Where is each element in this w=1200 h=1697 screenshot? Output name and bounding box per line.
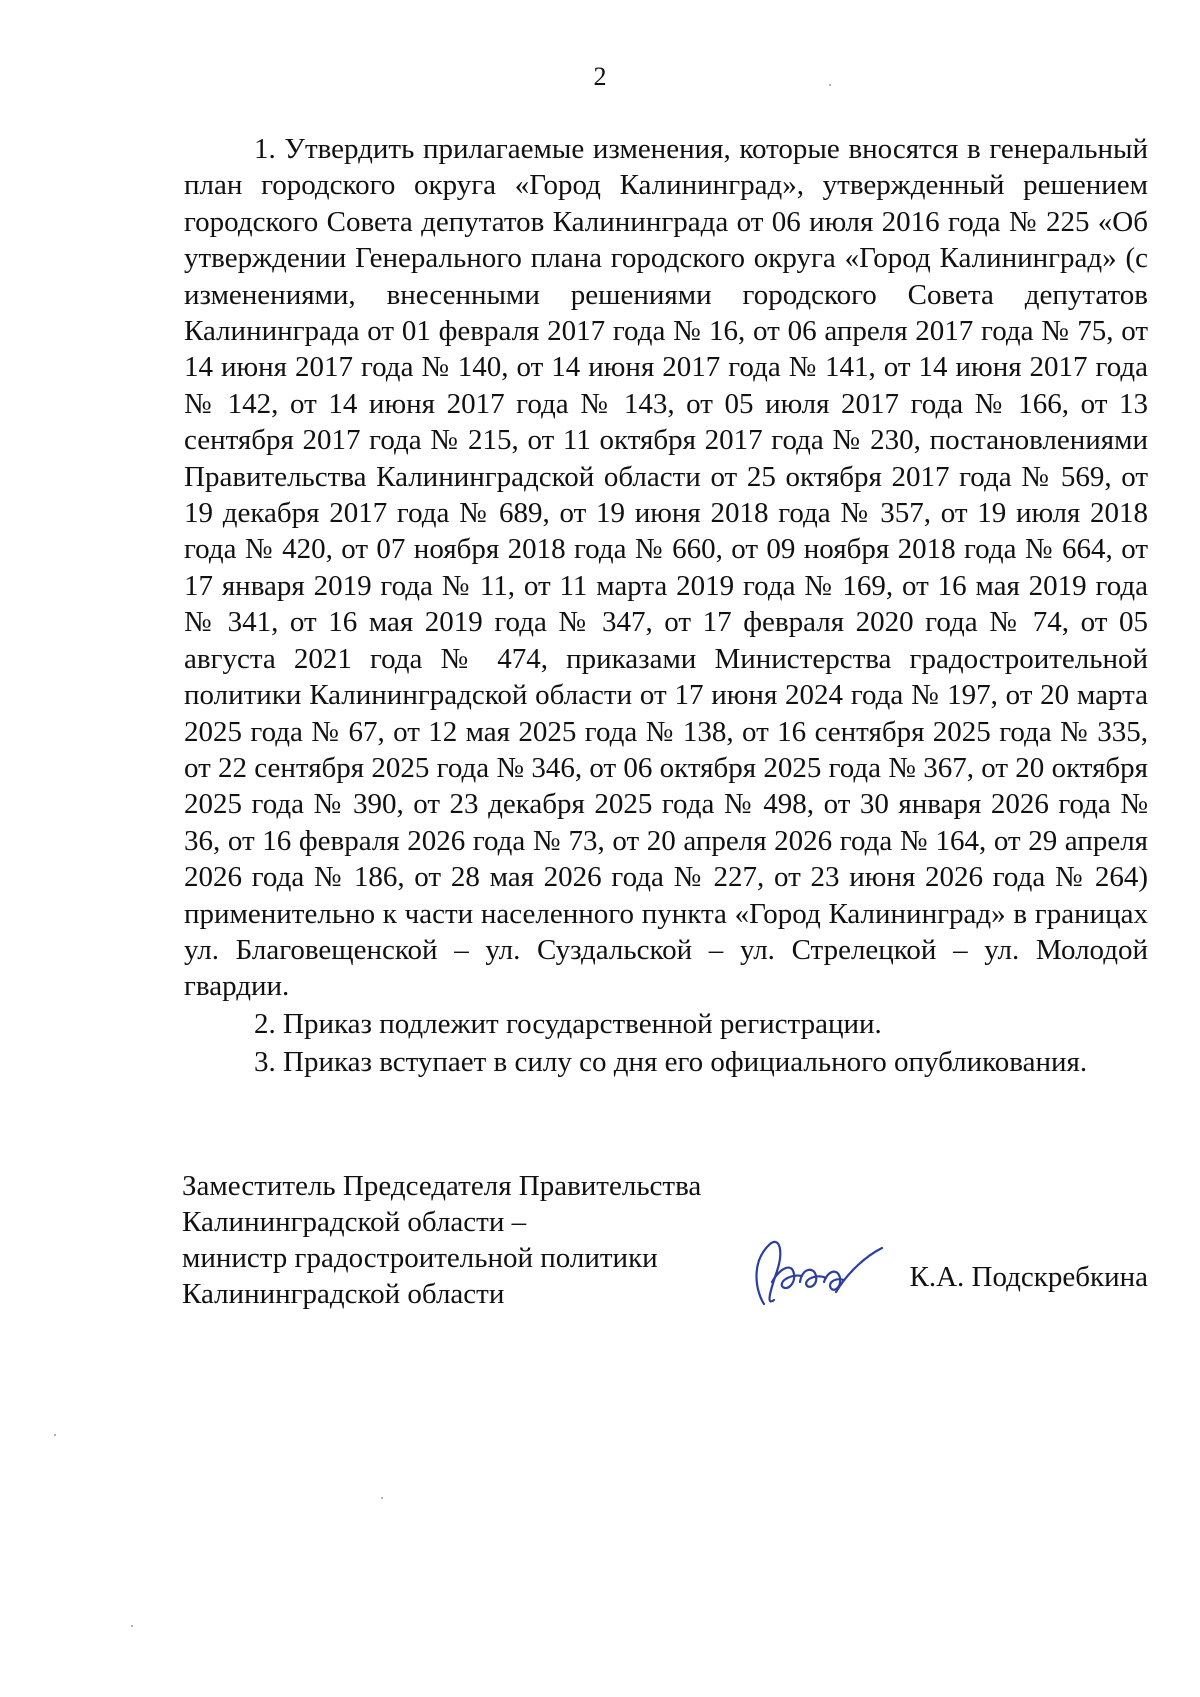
signatory-position (182, 1168, 701, 1312)
scan-speck (829, 84, 831, 86)
document-body (184, 131, 1148, 1081)
scan-speck (381, 1497, 383, 1499)
position-line-4: Калининградской области (182, 1278, 505, 1310)
signature-stroke-5 (836, 1248, 882, 1292)
signature-stroke-1 (757, 1242, 781, 1304)
paragraph-1: 1. Утвердить прилагаемые изменения, которые вносятся в генеральный план городского округа «Город Калининград», утвержденный решением городского Совета депутатов Калининграда от 06 июля 2016 года № 225 «Об утверждении Генерального плана городского округа «Город Калининград» (с изменениями, внесенными решениями городского Совета депутатов Калининграда от 01 февраля 2017 года № 16, от 06 апреля 2017 года № 75, от 14 июня 2017 года № 140, от 14 июня 2017 года № 141, от 14 июня 2017 года № 142, от 14 июня 2017 года № 143, от 05 июля 2017 года № 166, от 13 сентября 2017 года № 215, от 11 октября 2017 года № 230, постановлениями Правительства Калининградской области от 25 октября 2017 года № 569, от 19 декабря 2017 года № 689, от 19 июня 2018 года № 357, от 19 июля 2018 года № 420, от 07 ноября 2018 года № 660, от 09 ноября 2018 года № 664, от 17 января 2019 года № 11, от 11 марта 2019 года № 169, от 16 мая 2019 года № 341, от 16 мая 2019 года № 347, от 17 февраля 2020 года № 74, от 05 августа 2021 года № 474, приказами Министерства градостроительной политики Калининградской области от 17 июня 2024 года № 197, от 20 марта 2025 года № 67, от 12 мая 2025 года № 138, от 16 сентября 2025 года № 335, от 22 сентября 2025 года № 346, от 06 октября 2025 года № 367, от 20 октября 2025 года № 390, от 23 декабря 2025 года № 498, от 30 января 2026 года № 36, от 16 февраля 2026 года № 73, от 20 апреля 2026 года № 164, от 29 апреля 2026 года № 186, от 28 мая 2026 года № 227, от 23 июня 2026 года № 264) применительно к части населенного пункта «Город Калининград» в границах ул. Благовещенской – ул. Суздальской – ул. Стрелецкой – ул. Молодой гвардии. (184, 133, 1148, 1003)
signer-name: К.А. Подскребкина (909, 1261, 1148, 1293)
scan-speck (131, 1625, 133, 1627)
position-line-3: министр градостроительной политики (182, 1242, 658, 1274)
page-number: 2 (593, 62, 607, 91)
handwritten-signature (736, 1222, 886, 1312)
scan-speck (54, 1434, 56, 1436)
paragraph-3: 3. Приказ вступает в силу со дня его официального опубликования. (254, 1045, 1088, 1078)
position-line-1: Заместитель Председателя Правительства (182, 1170, 702, 1202)
position-line-2: Калининградской области – (182, 1206, 527, 1238)
signature-stroke-3 (800, 1270, 826, 1287)
signature-stroke-4 (824, 1272, 844, 1290)
paragraph-2: 2. Приказ подлежит государственной регистрации. (254, 1007, 882, 1040)
